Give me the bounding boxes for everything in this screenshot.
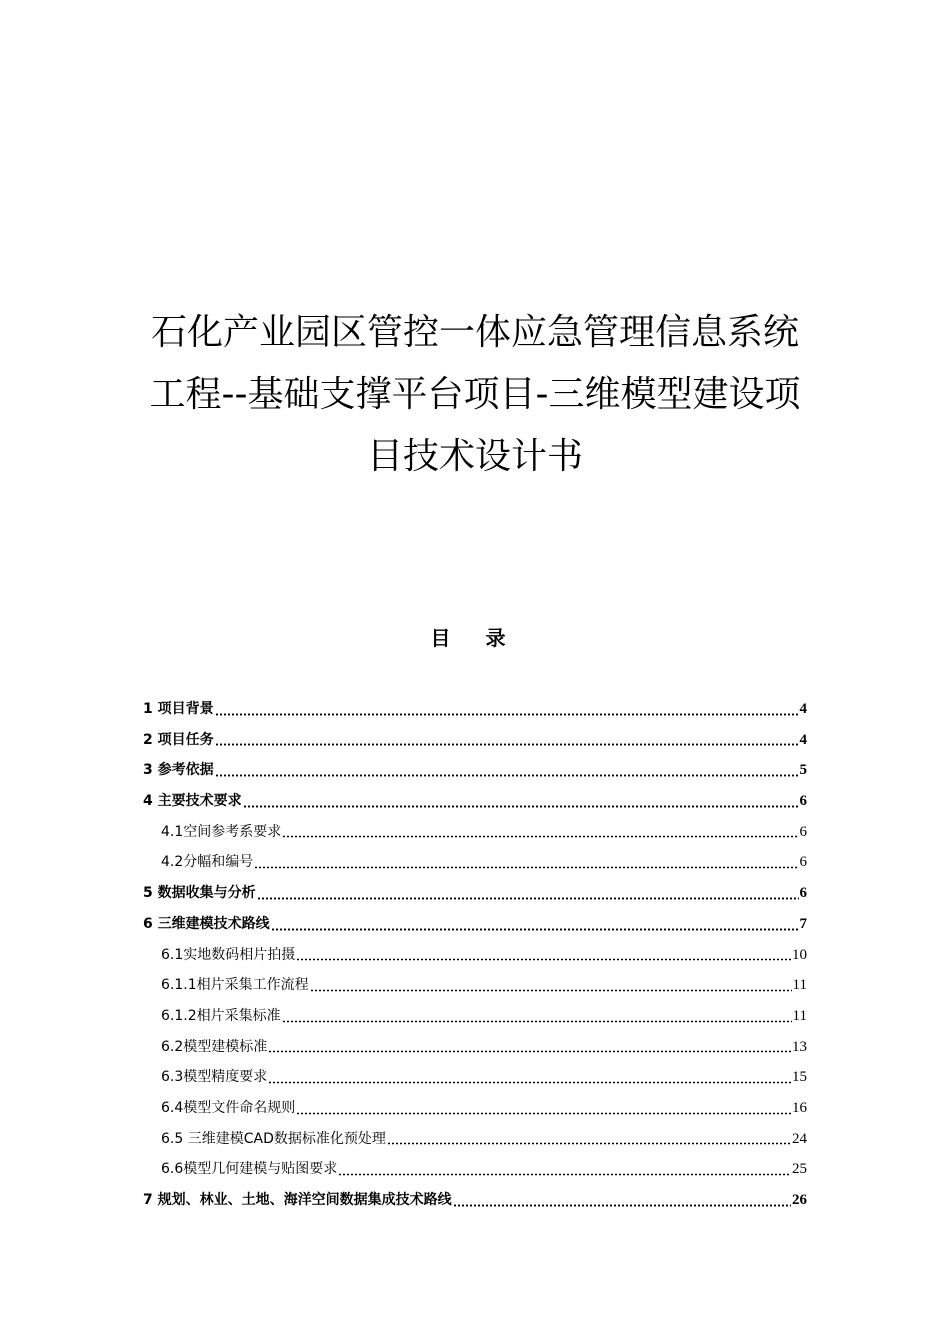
toc-entry-page: 6 bbox=[799, 854, 807, 871]
toc-entry[interactable] bbox=[143, 970, 807, 1001]
toc-entry[interactable] bbox=[143, 940, 807, 971]
toc-entry[interactable] bbox=[143, 755, 807, 786]
toc-entry[interactable] bbox=[143, 1032, 807, 1063]
toc-entry-label: 6.4模型文件命名规则 bbox=[161, 1099, 296, 1116]
toc-dot-leader bbox=[338, 1166, 791, 1176]
toc-dot-leader bbox=[254, 859, 798, 869]
toc-entry-label: 6.1.2相片采集标准 bbox=[161, 1007, 281, 1024]
document-title bbox=[130, 302, 820, 488]
toc-entry-page: 4 bbox=[799, 701, 807, 717]
toc-entry-page: 6 bbox=[799, 885, 807, 902]
table-of-contents bbox=[143, 694, 807, 1216]
toc-entry-label: 6.3模型精度要求 bbox=[161, 1069, 268, 1086]
toc-entry-page: 13 bbox=[792, 1038, 807, 1055]
toc-dot-leader bbox=[282, 1013, 792, 1023]
toc-entry-page: 6 bbox=[799, 823, 807, 840]
toc-entry[interactable] bbox=[143, 786, 807, 817]
document-title-line-3: 目技术设计书 bbox=[366, 436, 583, 477]
toc-entry-page: 25 bbox=[792, 1161, 807, 1178]
toc-entry-label: 2 项目任务 bbox=[143, 731, 214, 748]
toc-entry-page: 10 bbox=[792, 946, 807, 963]
toc-entry-page: 5 bbox=[799, 762, 807, 779]
toc-entry-label: 6.6模型几何建模与贴图要求 bbox=[161, 1161, 338, 1178]
toc-dot-leader bbox=[268, 1043, 791, 1053]
toc-entry-page: 16 bbox=[792, 1099, 807, 1116]
toc-entry-label: 6.5 三维建模CAD数据标准化预处理 bbox=[161, 1130, 386, 1147]
toc-dot-leader bbox=[215, 767, 799, 777]
document-title-line-2: 工程--基础支撑平台项目-三维模型建设项 bbox=[149, 374, 801, 415]
toc-entry-label: 4 主要技术要求 bbox=[143, 793, 242, 810]
toc-entry-page: 15 bbox=[792, 1069, 807, 1086]
toc-entry[interactable] bbox=[143, 1124, 807, 1155]
toc-dot-leader bbox=[296, 1105, 791, 1115]
toc-entry-label: 4.1空间参考系要求 bbox=[161, 823, 282, 840]
toc-dot-leader bbox=[215, 706, 799, 716]
toc-entry[interactable] bbox=[143, 1093, 807, 1124]
toc-entry-label: 6 三维建模技术路线 bbox=[143, 915, 270, 932]
toc-entry-page: 11 bbox=[792, 977, 807, 994]
toc-entry-label: 1 项目背景 bbox=[143, 701, 214, 717]
toc-entry[interactable] bbox=[143, 909, 807, 940]
toc-entry-label: 6.2模型建模标准 bbox=[161, 1038, 268, 1055]
toc-dot-leader bbox=[268, 1074, 791, 1084]
toc-dot-leader bbox=[271, 921, 799, 931]
toc-heading: 目 录 bbox=[430, 626, 520, 650]
toc-entry-page: 26 bbox=[792, 1192, 807, 1208]
toc-entry-label: 6.1.1相片采集工作流程 bbox=[161, 977, 309, 994]
toc-entry-label: 5 数据收集与分析 bbox=[143, 885, 256, 902]
toc-entry[interactable] bbox=[143, 1154, 807, 1185]
toc-dot-leader bbox=[387, 1135, 791, 1145]
toc-entry[interactable] bbox=[143, 878, 807, 909]
toc-entry[interactable] bbox=[143, 817, 807, 848]
toc-entry[interactable] bbox=[143, 1062, 807, 1093]
toc-dot-leader bbox=[453, 1197, 791, 1207]
toc-entry[interactable] bbox=[143, 694, 807, 725]
toc-entry-label: 7 规划、林业、土地、海洋空间数据集成技术路线 bbox=[143, 1192, 452, 1208]
toc-entry-label: 4.2分幅和编号 bbox=[161, 854, 254, 871]
toc-dot-leader bbox=[257, 890, 799, 900]
toc-entry-page: 7 bbox=[799, 915, 807, 932]
toc-dot-leader bbox=[282, 828, 798, 838]
toc-entry-label: 3 参考依据 bbox=[143, 762, 214, 779]
toc-entry-page: 4 bbox=[799, 731, 807, 748]
toc-entry-page: 6 bbox=[799, 793, 807, 810]
toc-dot-leader bbox=[243, 798, 799, 808]
toc-entry-label: 6.1实地数码相片拍摄 bbox=[161, 946, 296, 963]
toc-dot-leader bbox=[310, 982, 792, 992]
toc-entry[interactable] bbox=[143, 1185, 807, 1216]
toc-entry[interactable] bbox=[143, 847, 807, 878]
toc-entry[interactable] bbox=[143, 725, 807, 756]
document-title-line-1: 石化产业园区管控一体应急管理信息系统 bbox=[150, 312, 799, 353]
toc-dot-leader bbox=[296, 951, 791, 961]
toc-entry-page: 24 bbox=[792, 1130, 807, 1147]
toc-entry-page: 11 bbox=[792, 1007, 807, 1024]
toc-dot-leader bbox=[215, 736, 799, 746]
toc-entry[interactable] bbox=[143, 1001, 807, 1032]
